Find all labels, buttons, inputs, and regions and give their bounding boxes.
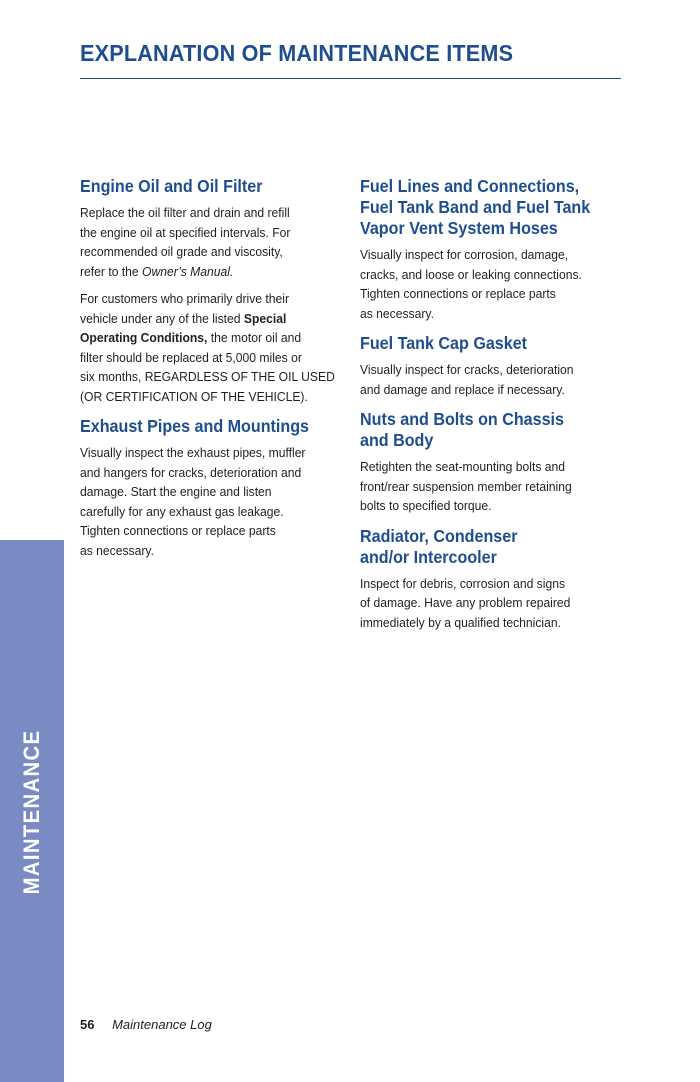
paragraph-line: Tighten connections or replace parts [80,523,276,538]
paragraph-line: (OR CERTIFICATION OF THE VEHICLE). [80,388,308,404]
paragraph-line: the engine oil at specified intervals. For [80,224,291,240]
line-text: refer to the [80,263,143,279]
paragraph-line: as necessary. [360,305,434,321]
paragraph-line: filter should be replaced at 5,000 miles or [80,349,302,365]
line-text: the motor oil and [207,330,302,345]
section-title [360,526,601,568]
section-engine-oil [80,176,342,406]
paragraph-line: For customers who primarily drive their [80,291,290,306]
section-fuel-lines [360,176,622,323]
paragraph-line: immediately by a qualified technician. [360,614,561,630]
paragraph-line: six months, REGARDLESS OF THE OIL USED [80,369,335,384]
section-paragraph [80,289,335,406]
side-tab-label: MAINTENANCE [19,729,44,895]
section-nuts-bolts [360,409,622,516]
paragraph-line: cracks, and loose or leaking connections. [360,266,582,282]
paragraph-line: and damage and replace if necessary. [360,381,565,397]
paragraph-line: of damage. Have any problem repaired [360,595,571,610]
owners-manual-reference: Owner’s Manual. [142,263,234,279]
section-title [360,176,601,239]
paragraph-line [80,328,321,348]
page-title: EXPLANATION OF MAINTENANCE ITEMS [80,40,514,66]
footer-label: Maintenance Log [112,1017,212,1032]
section-paragraph [360,360,601,399]
section-paragraph [360,245,601,323]
section-exhaust [80,416,342,560]
title-line: Radiator, Condenser [360,525,518,546]
paragraph-line: Retighten the seat-mounting bolts and [360,459,566,474]
section-paragraph [360,574,601,633]
paragraph-line: Visually inspect for corrosion, damage, [360,247,569,262]
paragraph-line [80,309,321,329]
section-paragraph [80,443,321,560]
section-title: Exhaust Pipes and Mountings [80,416,310,436]
section-title: Engine Oil and Oil Filter [80,176,263,196]
emphasis-text: Operating Conditions, [80,330,208,345]
paragraph-line: Tighten connections or replace parts [360,286,556,301]
paragraph-line: front/rear suspension member retaining [360,478,572,494]
paragraph-line: Visually inspect the exhaust pipes, muffler [80,445,306,460]
section-title [360,409,601,451]
right-column [360,176,622,642]
page-number: 56 [80,1017,95,1032]
paragraph-line: carefully for any exhaust gas leakage. [80,503,284,519]
paragraph-line: Inspect for debris, corrosion and signs [360,575,566,591]
section-title: Fuel Tank Cap Gasket [360,333,528,353]
paragraph-line: as necessary. [80,542,154,558]
title-line: Fuel Lines and Connections, [360,176,580,196]
paragraph-line: bolts to specified torque. [360,498,492,513]
paragraph-line: Visually inspect for cracks, deterioration [360,362,574,377]
page-footer [80,1017,212,1032]
section-paragraph [360,457,601,516]
title-line: Nuts and Bolts on Chassis [360,409,564,429]
title-line: Vapor Vent System Hoses [360,218,558,238]
paragraph-line [80,262,321,282]
paragraph-line: and hangers for cracks, deterioration and [80,464,302,480]
section-radiator [360,526,622,633]
title-line: and/or Intercooler [360,546,497,567]
line-text: vehicle under any of the listed [80,310,244,326]
paragraph-line: damage. Start the engine and listen [80,484,272,499]
title-line: and Body [360,430,434,450]
title-line: Fuel Tank Band and Fuel Tank [360,197,591,217]
paragraph-line: recommended oil grade and viscosity, [80,244,283,259]
emphasis-text: Special [243,310,287,326]
paragraph-line: Replace the oil filter and drain and refill [80,205,290,220]
section-fuel-cap [360,333,622,399]
left-column [80,176,342,570]
section-paragraph [80,203,321,281]
title-divider [80,78,621,79]
